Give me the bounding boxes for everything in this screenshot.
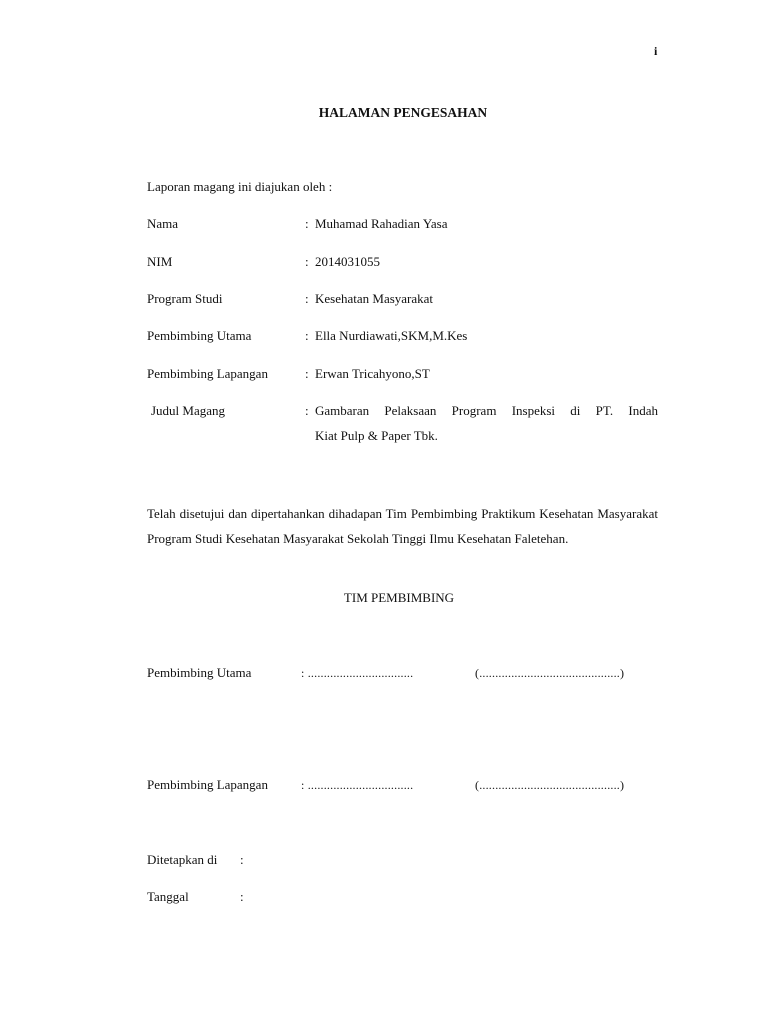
footer-colon-tanggal: :: [240, 889, 244, 904]
field-colon: :: [305, 366, 309, 381]
field-value-judul-line1: Gambaran Pelaksaan Program Inspeksi di PT. Indah: [315, 403, 658, 418]
footer-colon-ditetapkan: :: [240, 852, 244, 867]
field-value-pembimbing-utama: Ella Nurdiawati,SKM,M.Kes: [315, 328, 468, 343]
field-label-nim: NIM: [147, 254, 173, 269]
footer-label-ditetapkan: Ditetapkan di: [147, 852, 218, 867]
signature-name-lapangan: (............................................): [475, 778, 625, 792]
approval-paragraph: Telah disetujui dan dipertahankan dihadapan Tim Pembimbing Praktikum Kesehatan Masyarakat Program Studi Kesehatan Masyarakat Sekolah Tinggi Ilmu Kesehatan Faletehan.: [147, 506, 658, 546]
field-colon: :: [305, 291, 309, 306]
field-value-nim: 2014031055: [315, 254, 380, 269]
field-value-program-studi: Kesehatan Masyarakat: [315, 291, 434, 306]
signature-line-utama: : .................................: [301, 666, 414, 680]
team-title: TIM PEMBIMBING: [343, 590, 455, 605]
page-title: HALAMAN PENGESAHAN: [318, 105, 488, 120]
signature-label-lapangan: Pembimbing Lapangan: [147, 777, 268, 792]
page-number: i: [654, 44, 658, 58]
field-value-judul-line2: Kiat Pulp & Paper Tbk.: [315, 428, 438, 443]
field-value-nama: Muhamad Rahadian Yasa: [315, 216, 448, 231]
field-label-nama: Nama: [147, 216, 179, 231]
field-label-pembimbing-utama: Pembimbing Utama: [147, 328, 252, 343]
signature-line-lapangan: : .................................: [301, 778, 414, 792]
field-label-judul: Judul Magang: [151, 403, 226, 418]
footer-label-tanggal: Tanggal: [147, 889, 189, 904]
signature-name-utama: (............................................): [475, 666, 625, 680]
field-value-pembimbing-lapangan: Erwan Tricahyono,ST: [315, 366, 430, 381]
signature-label-utama: Pembimbing Utama: [147, 665, 252, 680]
field-colon: :: [305, 403, 309, 418]
field-colon: :: [305, 254, 309, 269]
field-colon: :: [305, 328, 309, 343]
field-label-pembimbing-lapangan: Pembimbing Lapangan: [147, 366, 268, 381]
field-colon: :: [305, 216, 309, 231]
intro-text: Laporan magang ini diajukan oleh :: [147, 179, 333, 194]
field-label-program-studi: Program Studi: [147, 291, 223, 306]
